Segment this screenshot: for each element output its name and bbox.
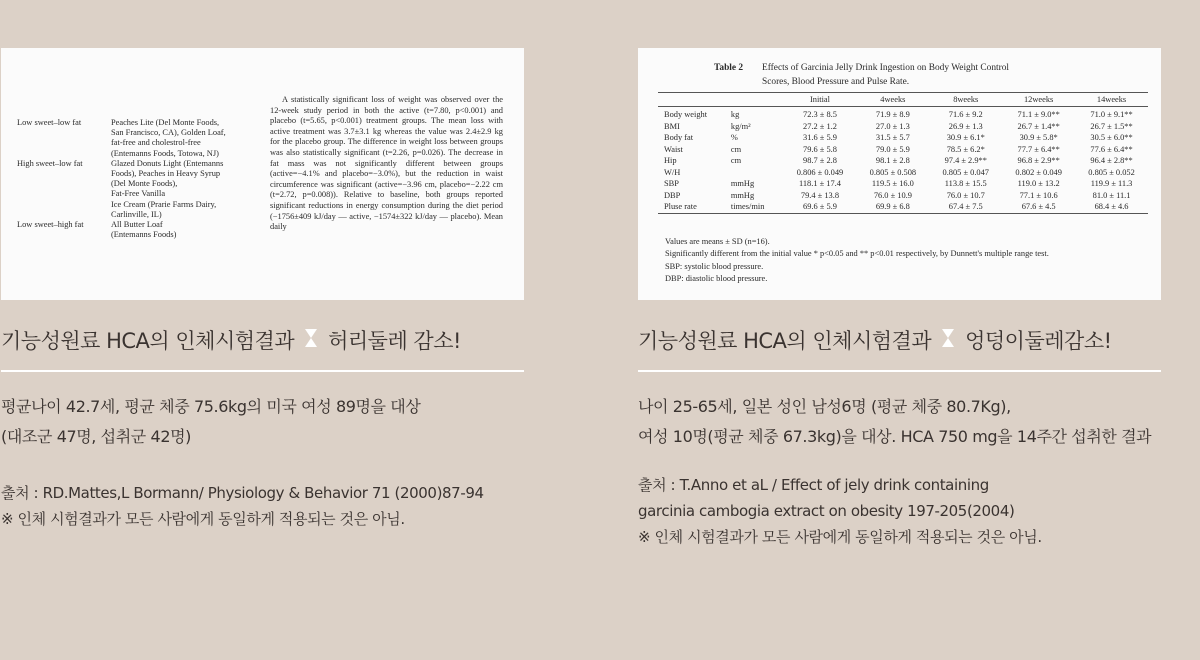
table-cell: 79.4 ± 13.8	[800, 190, 840, 200]
table-cell: 77.1 ± 10.6	[1019, 190, 1058, 200]
diet-name: Low sweet–low fat	[17, 118, 82, 127]
table-row	[658, 178, 1148, 190]
table-notes	[665, 236, 1049, 285]
table-cell: 27.0 ± 1.3	[875, 121, 910, 131]
diet-food-line: Foods), Peaches in Heavy Syrup	[111, 169, 221, 179]
column-header: 8weeks	[953, 95, 979, 104]
table-cell: 76.0 ± 10.9	[873, 190, 912, 200]
title-text: 기능성원료 HCA의 인체시험결과	[1, 329, 295, 353]
table-cell: 97.4 ± 2.9**	[944, 156, 987, 166]
table-excerpt-image	[638, 48, 1161, 300]
disclaimer: ※ 인체 시험결과가 모든 사람에게 동일하게 적용되는 것은 아님.	[638, 528, 1042, 546]
diet-food-line: fat-free and cholestrol-free	[111, 138, 201, 148]
diet-food-line: Fat-Free Vanilla	[111, 189, 166, 199]
note-line: Values are means ± SD (n=16).	[665, 237, 770, 246]
table-cell: Hip	[664, 156, 677, 166]
table-row	[658, 190, 1148, 202]
table-cell: cm	[730, 144, 742, 154]
column-header: 4weeks	[880, 95, 906, 104]
title-text: 기능성원료 HCA의 인체시험결과	[638, 329, 932, 353]
table-cell: Body weight	[664, 110, 708, 120]
table-row	[658, 107, 1148, 121]
table-cell: 76.0 ± 10.7	[946, 190, 985, 200]
diet-food-list	[17, 118, 253, 240]
diet-row	[17, 220, 253, 240]
table-cell: 79.0 ± 5.9	[875, 144, 910, 154]
table-cell: 113.8 ± 15.5	[944, 179, 987, 189]
table-cell: 30.5 ± 6.0**	[1090, 133, 1133, 143]
table-row	[658, 167, 1148, 179]
note-line: SBP: systolic blood pressure.	[665, 261, 764, 271]
diet-food-line: Glazed Donuts Light (Entemanns	[111, 158, 224, 168]
table-cell: 26.7 ± 1.4**	[1017, 121, 1060, 131]
table-cell: 69.9 ± 6.8	[875, 202, 910, 212]
table-cell: 119.5 ± 16.0	[871, 179, 914, 189]
study-description	[638, 392, 1161, 452]
column-header: 12weeks	[1023, 95, 1054, 104]
diet-food-line: Ice Cream (Prarie Farms Dairy,	[111, 199, 217, 209]
diet-foods	[111, 220, 253, 240]
paper-excerpt-image	[1, 48, 524, 300]
table-cell: 0.805 ± 0.052	[1088, 167, 1135, 177]
description-line: 여성 10명(평균 체중 67.3kg)을 대상. HCA 750 mg을 14주간 섭취한 결과	[638, 427, 1152, 446]
description-line: 나이 25-65세, 일본 성인 남성6명 (평균 체중 80.7Kg),	[638, 397, 1011, 416]
table-cell: kg	[730, 110, 740, 120]
table-cell: times/min	[730, 202, 765, 212]
diet-food-line: All Butter Loaf	[111, 220, 163, 230]
table-cell: 79.6 ± 5.8	[803, 144, 837, 154]
table-cell: mmHg	[730, 190, 755, 200]
diet-food-line: (Del Monte Foods),	[111, 179, 178, 189]
column-header: Initial	[809, 95, 830, 104]
table-cell: 67.4 ± 7.5	[948, 202, 983, 212]
table-cell: 0.802 ± 0.049	[1015, 167, 1062, 177]
table-row	[658, 132, 1148, 144]
title-highlight: 엉덩이둘레감소!	[965, 329, 1112, 353]
table-cell	[731, 167, 784, 179]
table-cell: 77.7 ± 6.4**	[1017, 144, 1060, 154]
diet-name: Low sweet–high fat	[17, 220, 84, 230]
table-cell: 98.1 ± 2.8	[875, 156, 910, 166]
table-row	[658, 201, 1148, 213]
table-cell: 72.3 ± 8.5	[803, 110, 837, 120]
right-panel	[638, 48, 1161, 550]
table-cell: 119.9 ± 11.3	[1090, 179, 1133, 189]
table-number: Table 2	[714, 63, 744, 73]
table-cell: 31.6 ± 5.9	[803, 133, 837, 143]
section-title	[1, 324, 524, 358]
citation-line: garcinia cambogia extract on obesity 197-205(2004)	[638, 502, 1015, 520]
left-panel	[1, 48, 524, 532]
title-highlight: 허리둘레 감소!	[328, 329, 461, 353]
table-cell: 0.805 ± 0.047	[942, 167, 989, 177]
table-cell: 98.7 ± 2.8	[803, 156, 837, 166]
study-description	[1, 392, 524, 452]
column-header	[658, 93, 731, 107]
diet-foods	[111, 159, 253, 220]
table-cell: Body fat	[664, 133, 694, 143]
table-cell: 0.806 ± 0.049	[796, 167, 844, 177]
table-cell: 96.8 ± 2.9**	[1017, 156, 1060, 166]
table-cell: mmHg	[730, 179, 755, 189]
table-cell: Pluse rate	[664, 202, 697, 212]
table-cell: %	[730, 133, 738, 143]
disclaimer: ※ 인체 시험결과가 모든 사람에게 동일하게 적용되는 것은 아님.	[1, 510, 405, 528]
diet-row	[17, 159, 253, 220]
source-citation	[638, 472, 1161, 550]
diet-name: High sweet–low fat	[17, 158, 83, 168]
table-cell: 30.9 ± 5.8*	[1019, 133, 1058, 143]
table-cell: kg/m²	[730, 121, 751, 131]
table-cell: 71.6 ± 9.2	[948, 110, 983, 120]
results-table	[658, 92, 1148, 214]
table-cell: 78.5 ± 6.2*	[946, 144, 985, 154]
citation-line: 출처 : T.Anno et aL / Effect of jely drink containing	[638, 476, 989, 494]
diet-food-line: (Entemanns Foods)	[111, 230, 177, 240]
column-header	[731, 93, 784, 107]
table-header-row	[658, 93, 1148, 107]
table-row	[658, 155, 1148, 167]
table-cell: 26.7 ± 1.5**	[1090, 121, 1133, 131]
paper-paragraph: A statistically significant loss of weight was observed over the 12-week study period in both the active (t=7.80, p<0.001) and placebo (t=5.65, p<0.001) treatment groups. The mean loss with active treatment was 3.7±3.1 kg whereas the value was 2.4±2.9 kg for the placebo group. The difference in weight loss between groups was also statistically significant (t=2.26, p=0.026). The decrease in fat mass was not significantly different between groups (active=−4.1% and placebo=−3.0%), but the reduction in waist circumference was significant (active=−3.96 cm, placebo=−2.22 cm (t=2.72, p=0.008)). Relative to baseline, both groups reported significant reductions in energy consumption during the diet period (−1756±409 kJ/day — active, −1574±322 kJ/day — placebo). Mean daily	[270, 95, 503, 232]
table-title: Effects of Garcinia Jelly Drink Ingestion on Body Weight Control	[762, 63, 1010, 73]
table-cell: 77.6 ± 6.4**	[1090, 144, 1133, 154]
table-cell: 81.0 ± 11.1	[1092, 190, 1131, 200]
table-cell: 0.805 ± 0.508	[869, 167, 917, 177]
table-cell: 30.9 ± 6.1*	[946, 133, 985, 143]
diet-food-line: (Entemanns Foods, Totowa, NJ)	[111, 148, 219, 158]
table-cell: DBP	[664, 190, 681, 200]
table-cell: 71.1 ± 9.0**	[1017, 110, 1060, 120]
hourglass-icon	[304, 324, 318, 358]
note-line: Significantly different from the initial value * p<0.05 and ** p<0.01 respectively, by Dunnett's multiple range test.	[665, 249, 1049, 259]
description-line: 평균나이 42.7세, 평균 체중 75.6kg의 미국 여성 89명을 대상	[1, 397, 421, 416]
hourglass-icon	[941, 324, 955, 358]
table-cell: 68.4 ± 4.6	[1094, 202, 1129, 212]
diet-food-line: Peaches Lite (Del Monte Foods,	[111, 118, 220, 127]
table-cell: 71.0 ± 9.1**	[1090, 110, 1133, 120]
table-cell: Waist	[664, 144, 683, 154]
description-line: (대조군 47명, 섭취군 42명)	[1, 427, 191, 446]
diet-food-line: Carlinville, IL)	[111, 209, 162, 219]
table-title-cont: Scores, Blood Pressure and Pulse Rate.	[762, 76, 910, 87]
divider	[638, 370, 1161, 372]
table-row	[658, 121, 1148, 133]
divider	[1, 370, 524, 372]
source-citation	[1, 480, 524, 532]
table-cell: SBP	[664, 179, 679, 189]
table-cell: 69.6 ± 5.9	[803, 202, 837, 212]
table-cell: 67.6 ± 4.5	[1021, 202, 1056, 212]
column-header: 14weeks	[1096, 95, 1127, 104]
section-title	[638, 324, 1161, 358]
table-cell: BMI	[664, 121, 680, 131]
table-cell: 71.9 ± 8.9	[875, 110, 910, 120]
table-cell: 27.2 ± 1.2	[803, 121, 837, 131]
note-line: DBP: diastolic blood pressure.	[665, 273, 768, 283]
table-cell: 26.9 ± 1.3	[948, 121, 983, 131]
table-cell: 118.1 ± 17.4	[798, 179, 841, 189]
table-cell: W/H	[664, 167, 681, 177]
diet-food-line: San Francisco, CA), Golden Loaf,	[111, 128, 226, 138]
citation-line: 출처 : RD.Mattes,L Bormann/ Physiology & Behavior 71 (2000)87-94	[1, 484, 484, 502]
table-cell: 31.5 ± 5.7	[875, 133, 910, 143]
table-row	[658, 144, 1148, 156]
diet-row	[17, 118, 253, 159]
table-caption	[714, 62, 1009, 89]
table-cell: cm	[730, 156, 742, 166]
table-cell: 119.0 ± 13.2	[1017, 179, 1060, 189]
table-cell: 96.4 ± 2.8**	[1090, 156, 1133, 166]
diet-foods	[111, 118, 253, 159]
